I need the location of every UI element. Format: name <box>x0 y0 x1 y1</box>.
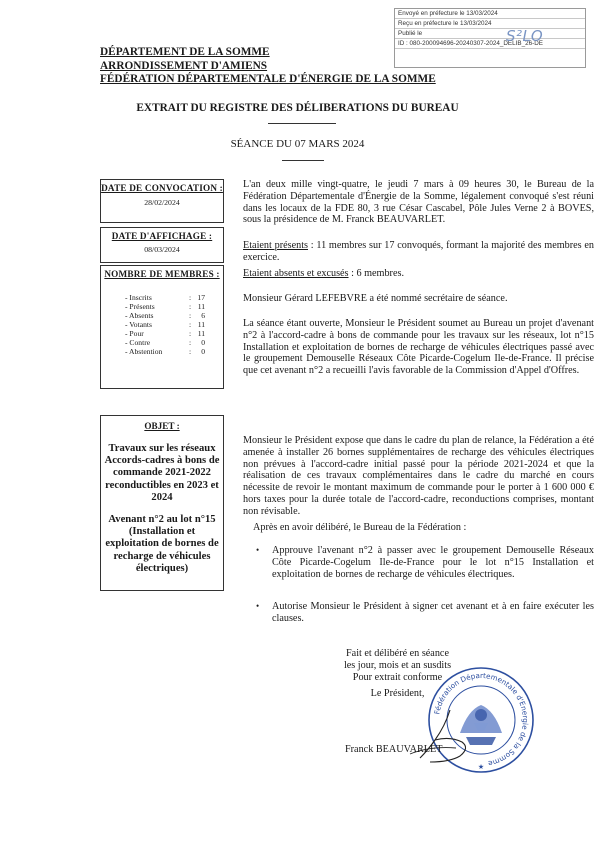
members-box <box>100 265 224 389</box>
stamp-id: ID : 080-200094696-20240307-2024_DELIB_26-DE <box>395 39 585 49</box>
member-category: - Contre <box>125 338 151 347</box>
bullet-icon: • <box>256 545 260 555</box>
member-count: 0 <box>201 338 205 347</box>
intro-paragraph: L'an deux mille vingt-quatre, le jeudi 7 mars à 09 heures 30, le Bureau de la Fédération Départementale d'Énergie de la Somme, légalement convoqué s'est réuni dans les locaux de la FDE 80, 3 rue César Cascabel, Pôle Jules Verne 2 à BOVES, sous la présidence de M. Franck BEAUVARLET. <box>243 179 594 226</box>
slo-logo: S²LO <box>506 27 544 45</box>
header-arrondissement: ARRONDISSEMENT D'AMIENS <box>100 59 268 72</box>
member-category: - Votants <box>125 320 152 329</box>
handwritten-signature <box>390 706 490 776</box>
divider <box>282 160 324 161</box>
affichage-label: DATE D'AFFICHAGE : <box>111 231 213 241</box>
bullet-icon: • <box>256 601 260 611</box>
member-count-row <box>101 329 223 338</box>
president-name: Franck BEAUVARLET <box>345 744 443 755</box>
decision-item <box>256 545 594 580</box>
absents-label: Etaient absents et excusés <box>243 268 349 279</box>
signature-president: Le Président, <box>370 688 425 699</box>
member-count: 11 <box>197 320 205 329</box>
member-count: 11 <box>197 329 205 338</box>
secretary-paragraph: Monsieur Gérard LEFEBVRE a été nommé secrétaire de séance. <box>243 293 508 304</box>
svg-text:★: ★ <box>477 763 485 771</box>
colon-separator: : <box>189 338 192 347</box>
member-count-row <box>101 320 223 329</box>
member-category: - Pour <box>125 329 144 338</box>
divider <box>268 123 336 124</box>
affichage-date: 08/03/2024 <box>144 245 180 254</box>
affichage-box <box>100 227 224 263</box>
stamp-envoye: Envoyé en préfecture le 13/03/2024 <box>395 9 585 19</box>
objet-box <box>100 415 224 591</box>
presents-text: : 11 membres sur 17 convoqués, formant la majorité des membres en exercice. <box>243 240 594 263</box>
exposition-paragraph: Monsieur le Président expose que dans le cadre du plan de relance, la Fédération a été amenée à installer 26 bornes supplémentaires de recharge des véhicules électriques non prévues à l'accord-cadre initial passé pour la période 2021-2024 et que la réalisation de ces travaux complémentaires dans le cadre du marché en cours nécessite de revoir le montant maximum de commande pour le porter à 1 600 000 € hors taxes pour la durée totale de l'accord-cadre, reconductions comprises, montant non révisable. <box>243 435 594 517</box>
header-block <box>100 46 436 87</box>
member-count: 11 <box>197 302 205 311</box>
stamp-recu: Reçu en préfecture le 13/03/2024 <box>395 19 585 29</box>
member-count-row <box>101 293 223 302</box>
decision-item <box>256 601 594 625</box>
deliberation-paragraph: Après en avoir délibéré, le Bureau de la Fédération : <box>253 522 467 533</box>
absents-text: : 6 membres. <box>348 268 404 279</box>
member-count: 17 <box>197 293 205 302</box>
seal-text: Fédération Départementale d'Energie de la Somme <box>432 670 531 769</box>
objet-text: Travaux sur les réseaux Accords-cadres à bons de commande 2021-2022 reconductibles en 2023 et 2024 <box>104 443 220 503</box>
member-count: 0 <box>201 347 205 356</box>
colon-separator: : <box>189 329 192 338</box>
header-federation: FÉDÉRATION DÉPARTEMENTALE D'ÉNERGIE DE LA SOMME <box>100 73 436 85</box>
member-count-row <box>101 302 223 311</box>
convocation-date: 28/02/2024 <box>144 198 180 207</box>
convocation-box <box>100 179 224 223</box>
decision-authorize: Autorise Monsieur le Président à signer cet avenant et à en faire exécuter les clauses. <box>272 601 594 624</box>
stamp-publie: Publié le <box>395 29 585 39</box>
colon-separator: : <box>189 293 192 302</box>
colon-separator: : <box>189 302 192 311</box>
colon-separator: : <box>189 320 192 329</box>
member-category: - Absents <box>125 311 154 320</box>
member-category: - Abstention <box>125 347 163 356</box>
presents-paragraph <box>243 240 594 264</box>
seance-date: SÉANCE DU 07 MARS 2024 <box>230 138 365 150</box>
colon-separator: : <box>189 347 192 356</box>
signature-line-1: Fait et délibéré en séance <box>346 648 449 659</box>
proposal-paragraph: La séance étant ouverte, Monsieur le Président soumet au Bureau un projet d'avenant n°2 à l'accord-cadre à bons de commande pour les travaux sur les réseaux, lot n°15 Installation et exploitation de bornes de recharge de véhicules électriques passé avec le groupement Demouselle Réseaux Côte Picarde-Cogelum Ile-de-France. Il précise que cet avenant n°2 a recueilli l'avis favorable de la Commission d'Appel d'Offres. <box>243 318 594 377</box>
decision-approve: Approuve l'avenant n°2 à passer avec le groupement Demouselle Réseaux Côte Picarde-Cogelum Ile-de-France pour le lot n°15 Installation et exploitation de bornes de recharge de véhicules électriques. <box>272 545 594 580</box>
signature-line-2: les jour, mois et an susdits <box>343 660 452 671</box>
member-count-row <box>101 311 223 320</box>
presents-label: Etaient présents <box>243 240 308 251</box>
document-title: EXTRAIT DU REGISTRE DES DÉLIBERATIONS DU BUREAU <box>136 102 459 114</box>
member-count: 6 <box>201 311 205 320</box>
colon-separator: : <box>189 311 192 320</box>
header-departement: DÉPARTEMENT DE LA SOMME <box>100 46 270 58</box>
convocation-label: DATE DE CONVOCATION : <box>101 183 223 193</box>
members-list <box>101 293 223 356</box>
member-category: - Inscrits <box>125 293 152 302</box>
members-label: NOMBRE DE MEMBRES : <box>104 269 220 279</box>
objet-label: OBJET : <box>144 421 180 431</box>
absents-paragraph <box>243 268 594 280</box>
member-count-row <box>101 338 223 347</box>
objet-avenant: Avenant n°2 au lot n°15 (Installation et exploitation de bornes de recharge de véhicules électriques) <box>105 514 219 574</box>
member-count-row <box>101 347 223 356</box>
signature-line-3: Pour extrait conforme <box>352 672 443 683</box>
member-category: - Présents <box>125 302 155 311</box>
